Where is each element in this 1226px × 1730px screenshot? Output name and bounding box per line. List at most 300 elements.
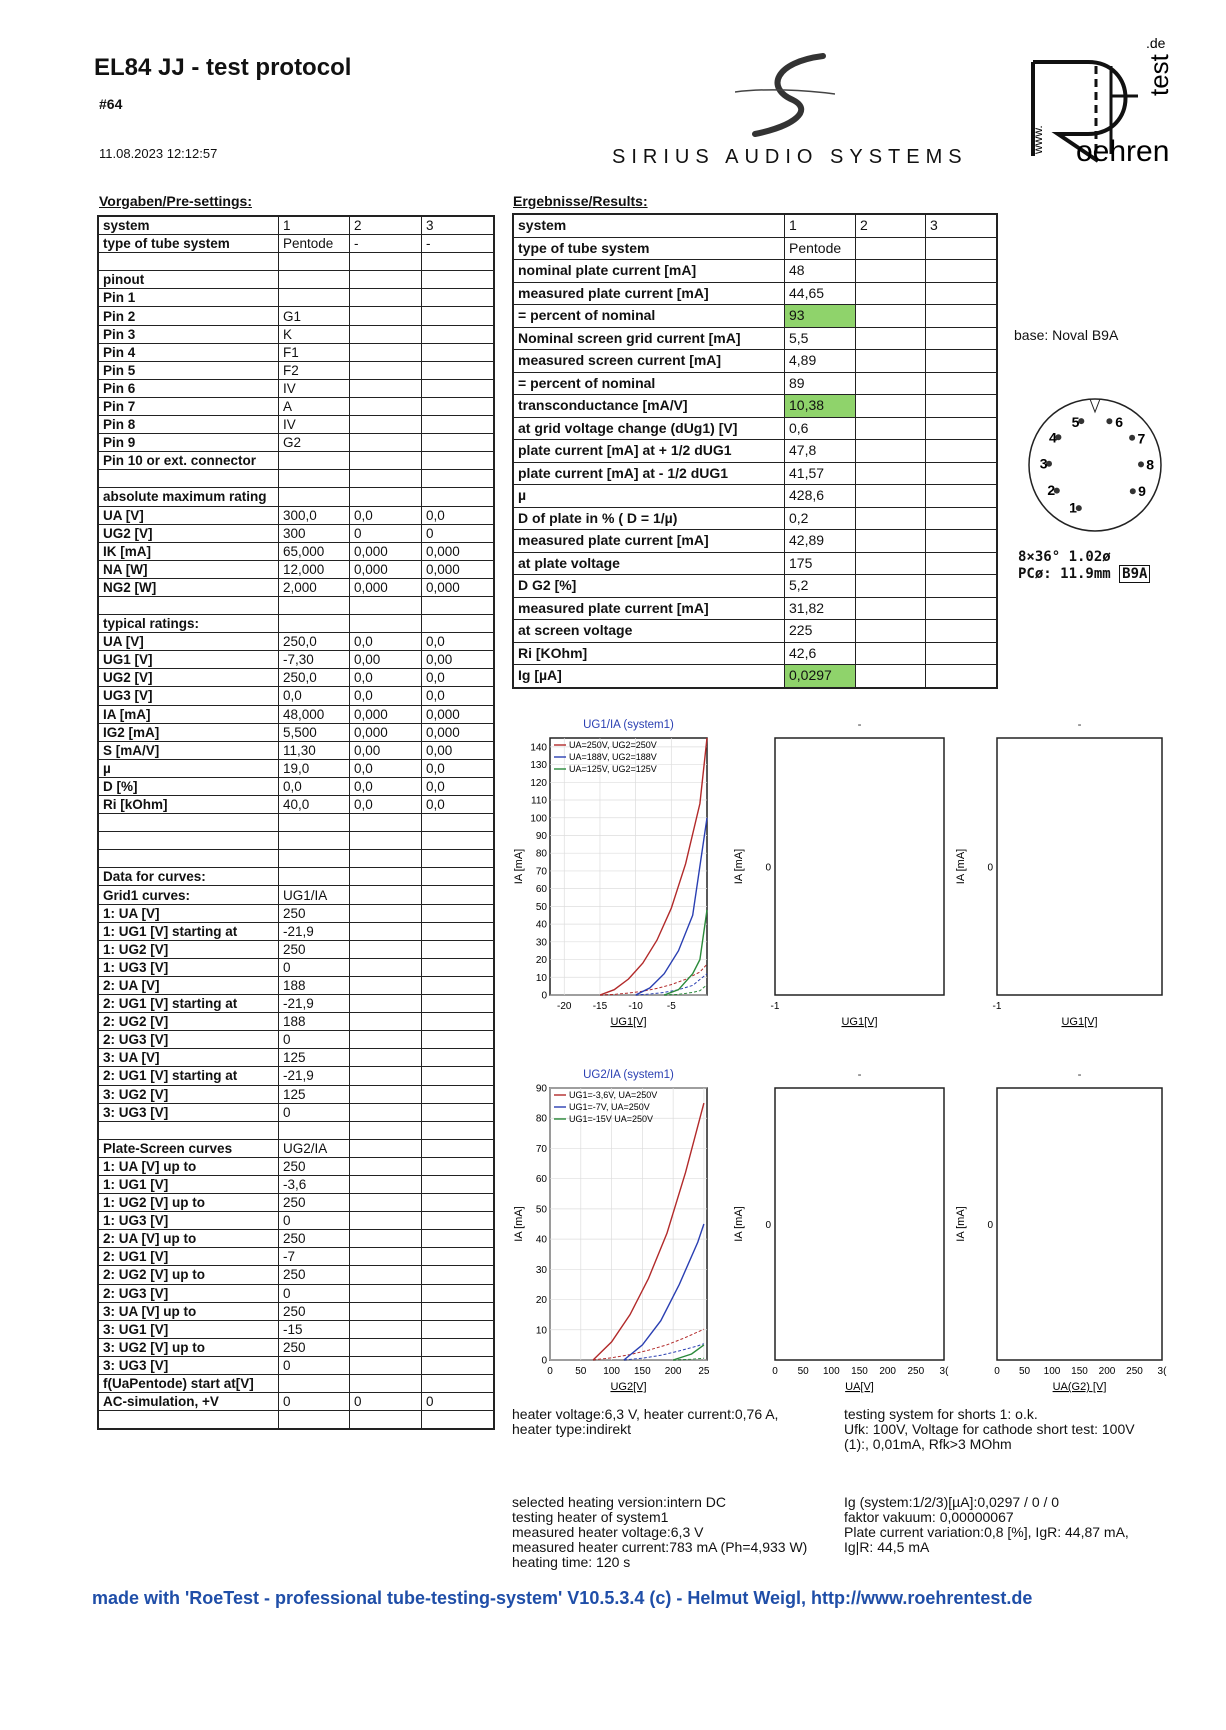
- presettings-cell: UA [V]: [98, 506, 279, 524]
- results-cell: plate current [mA] at + 1/2 dUG1: [513, 440, 785, 463]
- chart-x-tick: 3(: [1157, 1366, 1167, 1377]
- presettings-cell: [422, 1175, 495, 1193]
- presettings-cell: 2: UA [V] up to: [98, 1230, 279, 1248]
- chart-x-tick: 100: [822, 1366, 840, 1377]
- presettings-row: [98, 1375, 494, 1393]
- heating-line-5: heating time: 120 s: [512, 1554, 631, 1570]
- presettings-cell: 250: [279, 1302, 350, 1320]
- results-cell: 2: [856, 214, 926, 237]
- presettings-cell: [422, 271, 495, 289]
- presettings-cell: 0: [279, 1103, 350, 1121]
- presettings-table: [97, 215, 495, 1430]
- chart-x-tick: 150: [851, 1366, 868, 1377]
- heating-line-4: measured heater current:783 mA (Ph=4,933 W): [512, 1539, 808, 1555]
- chart-plot-area: [997, 1088, 1162, 1360]
- vacuum-line-2: faktor vakuum: 0,00000067: [844, 1509, 1014, 1525]
- socket-pin: [1130, 488, 1136, 494]
- presettings-cell: 19,0: [279, 759, 350, 777]
- presettings-cell: [422, 1085, 495, 1103]
- chart-y-tick: 30: [535, 937, 547, 949]
- results-row: [513, 530, 997, 553]
- presettings-cell: [422, 1157, 495, 1175]
- page-title: EL84 JJ - test protocol: [94, 54, 352, 81]
- results-cell: [856, 237, 926, 260]
- presettings-row: [98, 723, 494, 741]
- presettings-cell: [350, 253, 422, 271]
- chart-y-tick: 50: [535, 901, 547, 913]
- presettings-cell: 0: [422, 524, 495, 542]
- results-cell: Nominal screen grid current [mA]: [513, 327, 785, 350]
- results-cell: [926, 372, 998, 395]
- chart-plot-area: [775, 738, 944, 995]
- presettings-cell: [350, 488, 422, 506]
- presettings-row: [98, 1212, 494, 1230]
- results-table: [512, 213, 998, 689]
- results-row: [513, 395, 997, 418]
- results-cell: 3: [926, 214, 998, 237]
- chart-x-tick: 25: [698, 1366, 710, 1377]
- results-title: Ergebnisse/Results:: [513, 193, 648, 209]
- presettings-row: [98, 1175, 494, 1193]
- chart-y-label: IA [mA]: [733, 1206, 745, 1242]
- presettings-row: [98, 777, 494, 795]
- presettings-cell: system: [98, 216, 279, 235]
- presettings-cell: 2: UG2 [V] up to: [98, 1266, 279, 1284]
- results-cell: system: [513, 214, 785, 237]
- presettings-cell: [422, 488, 495, 506]
- presettings-cell: Pentode: [279, 235, 350, 253]
- presettings-cell: [422, 1356, 495, 1374]
- presettings-cell: [422, 850, 495, 868]
- presettings-cell: [422, 868, 495, 886]
- chart-x-tick: 200: [664, 1366, 682, 1377]
- presettings-row: [98, 1411, 494, 1430]
- presettings-row: [98, 506, 494, 524]
- chart-y-tick: 0: [541, 1355, 547, 1367]
- presettings-cell: 2,000: [279, 578, 350, 596]
- presettings-cell: 0,000: [350, 542, 422, 560]
- presettings-cell: [350, 995, 422, 1013]
- vacuum-info: [844, 1495, 1129, 1555]
- chart-y-label: IA [mA]: [955, 1206, 967, 1242]
- presettings-cell: [350, 886, 422, 904]
- chart-x-label: UG1[V]: [841, 1016, 878, 1028]
- presettings-cell: UG3 [V]: [98, 687, 279, 705]
- results-cell: [856, 440, 926, 463]
- vacuum-line-4: Ig|R: 44,5 mA: [844, 1539, 930, 1555]
- presettings-cell: [422, 452, 495, 470]
- results-cell: 48: [785, 260, 856, 283]
- presettings-cell: Pin 3: [98, 325, 279, 343]
- presettings-cell: Data for curves:: [98, 868, 279, 886]
- presettings-cell: 2: UG1 [V] starting at: [98, 1067, 279, 1085]
- presettings-cell: Pin 2: [98, 307, 279, 325]
- footer-credit: made with 'RoeTest - professional tube-testing-system' V10.5.3.4 (c) - Helmut Weigl, http://www.roehrentest.de: [92, 1588, 1033, 1608]
- presettings-cell: [350, 1085, 422, 1103]
- presettings-cell: UA [V]: [98, 633, 279, 651]
- results-cell: [926, 237, 998, 260]
- presettings-cell: [350, 1103, 422, 1121]
- presettings-row: [98, 687, 494, 705]
- presettings-cell: 3: UA [V]: [98, 1049, 279, 1067]
- presettings-row: [98, 759, 494, 777]
- presettings-cell: [350, 868, 422, 886]
- presettings-cell: [422, 1248, 495, 1266]
- presettings-cell: [350, 1121, 422, 1139]
- presettings-cell: UG2 [V]: [98, 669, 279, 687]
- results-cell: plate current [mA] at - 1/2 dUG1: [513, 462, 785, 485]
- presettings-title: Vorgaben/Pre-settings:: [99, 193, 252, 209]
- presettings-cell: [350, 434, 422, 452]
- presettings-cell: [422, 1067, 495, 1085]
- shorts-line-3: (1):, 0,01mA, Rfk>3 MOhm: [844, 1436, 1012, 1452]
- presettings-cell: [279, 488, 350, 506]
- presettings-row: [98, 995, 494, 1013]
- presettings-row: [98, 560, 494, 578]
- presettings-cell: [98, 832, 279, 850]
- presettings-row: [98, 1393, 494, 1411]
- chart-y-tick: 140: [530, 742, 547, 754]
- chart-x-tick: 100: [1043, 1366, 1061, 1377]
- presettings-cell: 0,0: [350, 633, 422, 651]
- presettings-cell: UG2/IA: [279, 1139, 350, 1157]
- presettings-cell: AC-simulation, +V: [98, 1393, 279, 1411]
- presettings-cell: 2: UA [V]: [98, 976, 279, 994]
- chart-x-tick: -10: [628, 1001, 643, 1012]
- socket-pin: [1138, 461, 1144, 467]
- presettings-row: [98, 289, 494, 307]
- presettings-cell: [350, 1248, 422, 1266]
- presettings-cell: 250: [279, 1194, 350, 1212]
- presettings-cell: [422, 1266, 495, 1284]
- presettings-row: [98, 1049, 494, 1067]
- chart-series-dashed: [600, 964, 707, 995]
- results-cell: 4,89: [785, 350, 856, 373]
- results-cell: 89: [785, 372, 856, 395]
- presettings-cell: [422, 1302, 495, 1320]
- presettings-cell: 3: UG1 [V]: [98, 1320, 279, 1338]
- results-row: [513, 642, 997, 665]
- presettings-row: [98, 868, 494, 886]
- chart-plot-area: [775, 1088, 944, 1360]
- presettings-cell: [350, 1067, 422, 1085]
- results-cell: measured plate current [mA]: [513, 282, 785, 305]
- presettings-cell: [350, 850, 422, 868]
- presettings-cell: 0,000: [422, 723, 495, 741]
- presettings-cell: [279, 1411, 350, 1430]
- presettings-cell: 0,00: [422, 651, 495, 669]
- presettings-cell: [422, 1121, 495, 1139]
- presettings-cell: [422, 1320, 495, 1338]
- presettings-cell: Pin 4: [98, 343, 279, 361]
- presettings-cell: [422, 1411, 495, 1430]
- chart-x-tick: -1: [770, 1001, 780, 1012]
- results-cell: [926, 260, 998, 283]
- presettings-cell: [98, 1121, 279, 1139]
- presettings-row: [98, 343, 494, 361]
- socket-spec: [1018, 549, 1150, 583]
- presettings-cell: 125: [279, 1085, 350, 1103]
- presettings-cell: [350, 343, 422, 361]
- chart-y-tick: 0: [987, 1220, 993, 1231]
- results-cell: at plate voltage: [513, 552, 785, 575]
- presettings-cell: 1: UG1 [V]: [98, 1175, 279, 1193]
- serial-number: #64: [99, 96, 123, 112]
- presettings-cell: [350, 307, 422, 325]
- presettings-cell: Pin 5: [98, 361, 279, 379]
- chart-x-tick: 200: [879, 1366, 897, 1377]
- presettings-cell: 2: UG1 [V] starting at: [98, 995, 279, 1013]
- presettings-cell: 2: [350, 216, 422, 235]
- chart-y-tick: 40: [535, 919, 547, 931]
- presettings-cell: [350, 958, 422, 976]
- presettings-cell: [350, 1266, 422, 1284]
- presettings-cell: [422, 1375, 495, 1393]
- noval-socket-diagram: [1015, 390, 1175, 540]
- results-cell: [856, 485, 926, 508]
- presettings-cell: [279, 596, 350, 614]
- chart-x-tick: -1: [992, 1001, 1002, 1012]
- heater-line-2: heater type:indirekt: [512, 1421, 632, 1437]
- presettings-row: [98, 235, 494, 253]
- presettings-row: [98, 1266, 494, 1284]
- presettings-cell: IK [mA]: [98, 542, 279, 560]
- chart-x-tick: -5: [666, 1001, 676, 1012]
- presettings-row: [98, 633, 494, 651]
- presettings-cell: 1: UG2 [V]: [98, 940, 279, 958]
- presettings-row: [98, 361, 494, 379]
- presettings-cell: [350, 397, 422, 415]
- presettings-cell: [422, 307, 495, 325]
- presettings-row: [98, 796, 494, 814]
- presettings-cell: [350, 1013, 422, 1031]
- results-cell: [856, 327, 926, 350]
- presettings-cell: 0: [279, 1393, 350, 1411]
- presettings-cell: 11,30: [279, 741, 350, 759]
- presettings-cell: µ: [98, 759, 279, 777]
- presettings-cell: -: [422, 235, 495, 253]
- results-cell: [926, 597, 998, 620]
- presettings-cell: [422, 940, 495, 958]
- sirius-swoosh-logo: [735, 48, 835, 138]
- presettings-cell: 5,500: [279, 723, 350, 741]
- presettings-cell: NA [W]: [98, 560, 279, 578]
- presettings-cell: 0: [279, 1212, 350, 1230]
- presettings-cell: -3,6: [279, 1175, 350, 1193]
- logo-www-text: www.: [1031, 125, 1045, 154]
- chart-y-label: IA [mA]: [513, 848, 525, 885]
- results-row: [513, 282, 997, 305]
- presettings-cell: 3: [422, 216, 495, 235]
- presettings-row: [98, 741, 494, 759]
- presettings-cell: 48,000: [279, 705, 350, 723]
- presettings-cell: [422, 343, 495, 361]
- presettings-cell: [350, 1175, 422, 1193]
- results-row: [513, 260, 997, 283]
- presettings-cell: 188: [279, 976, 350, 994]
- presettings-cell: [422, 1031, 495, 1049]
- presettings-row: [98, 651, 494, 669]
- presettings-cell: 0: [422, 1393, 495, 1411]
- results-cell: 42,89: [785, 530, 856, 553]
- results-row: [513, 305, 997, 328]
- heater-info: [512, 1407, 778, 1437]
- chart-y-tick: 30: [535, 1264, 547, 1276]
- chart-title: -: [1077, 719, 1082, 731]
- chart-x-tick: 50: [1018, 1366, 1031, 1377]
- presettings-cell: [422, 1013, 495, 1031]
- presettings-cell: D [%]: [98, 777, 279, 795]
- results-cell: [926, 552, 998, 575]
- chart-series-line: [624, 1224, 704, 1360]
- presettings-cell: K: [279, 325, 350, 343]
- results-cell: [856, 372, 926, 395]
- presettings-row: [98, 470, 494, 488]
- chart-x-tick: 250: [907, 1366, 925, 1377]
- chart-legend-label: UA=250V, UG2=250V: [569, 740, 657, 750]
- presettings-cell: [422, 434, 495, 452]
- presettings-cell: [350, 289, 422, 307]
- results-cell: 428,6: [785, 485, 856, 508]
- presettings-cell: [422, 253, 495, 271]
- presettings-cell: Pin 1: [98, 289, 279, 307]
- presettings-row: [98, 1284, 494, 1302]
- results-cell: measured plate current [mA]: [513, 530, 785, 553]
- chart-legend-label: UG1=-15V UA=250V: [569, 1114, 654, 1124]
- presettings-row: [98, 669, 494, 687]
- presettings-cell: -: [350, 235, 422, 253]
- heating-line-1: selected heating version:intern DC: [512, 1494, 727, 1510]
- results-cell: at grid voltage change (dUg1) [V]: [513, 417, 785, 440]
- presettings-cell: [422, 832, 495, 850]
- heating-line-3: measured heater voltage:6,3 V: [512, 1524, 704, 1540]
- results-cell: [926, 417, 998, 440]
- results-cell: [856, 530, 926, 553]
- presettings-cell: 0: [350, 524, 422, 542]
- presettings-row: [98, 1067, 494, 1085]
- shorts-line-1: testing system for shorts 1: o.k.: [844, 1406, 1038, 1422]
- presettings-cell: [422, 904, 495, 922]
- presettings-row: [98, 1121, 494, 1139]
- presettings-cell: [98, 850, 279, 868]
- presettings-cell: 0,0: [350, 506, 422, 524]
- results-cell: = percent of nominal: [513, 305, 785, 328]
- presettings-cell: [279, 832, 350, 850]
- presettings-row: [98, 976, 494, 994]
- presettings-cell: [350, 1302, 422, 1320]
- presettings-cell: 3: UG3 [V]: [98, 1356, 279, 1374]
- presettings-cell: 250: [279, 904, 350, 922]
- results-cell: type of tube system: [513, 237, 785, 260]
- presettings-cell: [279, 1375, 350, 1393]
- presettings-cell: 0,0: [350, 759, 422, 777]
- test-datetime: 11.08.2023 12:12:57: [99, 146, 218, 161]
- presettings-cell: [350, 1194, 422, 1212]
- presettings-cell: -21,9: [279, 995, 350, 1013]
- presettings-row: [98, 1194, 494, 1212]
- chart-y-tick: 110: [531, 795, 547, 807]
- results-row: [513, 237, 997, 260]
- results-cell: 47,8: [785, 440, 856, 463]
- base-label: base: Noval B9A: [1014, 327, 1119, 343]
- chart-x-tick: 150: [634, 1366, 651, 1377]
- brand-text: SIRIUS AUDIO SYSTEMS: [612, 146, 968, 168]
- results-cell: Ri [KOhm]: [513, 642, 785, 665]
- presettings-row: [98, 1157, 494, 1175]
- presettings-cell: [98, 596, 279, 614]
- presettings-cell: 3: UA [V] up to: [98, 1302, 279, 1320]
- results-cell: [856, 350, 926, 373]
- presettings-cell: [422, 958, 495, 976]
- results-cell: [926, 327, 998, 350]
- chart-y-tick: 40: [535, 1234, 547, 1246]
- results-cell: 31,82: [785, 597, 856, 620]
- presettings-row: [98, 397, 494, 415]
- socket-pin-label: 5: [1071, 413, 1080, 430]
- chart-x-label: UG1[V]: [610, 1016, 647, 1028]
- presettings-cell: [350, 1031, 422, 1049]
- presettings-cell: 0,000: [350, 578, 422, 596]
- presettings-cell: 0,00: [422, 741, 495, 759]
- presettings-cell: -21,9: [279, 922, 350, 940]
- presettings-cell: [422, 1284, 495, 1302]
- presettings-cell: 250: [279, 940, 350, 958]
- presettings-row: [98, 1031, 494, 1049]
- presettings-cell: [279, 850, 350, 868]
- socket-pin-label: 8: [1146, 456, 1154, 473]
- presettings-cell: [279, 271, 350, 289]
- chart-x-tick: -15: [592, 1001, 608, 1012]
- chart-x-tick: 100: [603, 1366, 620, 1377]
- chart-legend-label: UG1=-3,6V, UA=250V: [569, 1090, 658, 1100]
- presettings-cell: Pin 7: [98, 397, 279, 415]
- results-cell: nominal plate current [mA]: [513, 260, 785, 283]
- results-cell: measured plate current [mA]: [513, 597, 785, 620]
- presettings-cell: [350, 271, 422, 289]
- socket-pin-label: 3: [1039, 455, 1048, 472]
- presettings-cell: 125: [279, 1049, 350, 1067]
- results-cell: [926, 642, 998, 665]
- presettings-cell: 0,0: [422, 506, 495, 524]
- logo-tld-text: .de: [1146, 36, 1166, 51]
- presettings-cell: 0: [279, 1284, 350, 1302]
- results-cell: [926, 485, 998, 508]
- presettings-cell: 188: [279, 1013, 350, 1031]
- chart-x-tick: 3(: [939, 1366, 949, 1377]
- chart-x-label: UA(G2) [V]: [1052, 1381, 1107, 1393]
- socket-pin-label: 2: [1047, 482, 1056, 499]
- presettings-cell: 12,000: [279, 560, 350, 578]
- presettings-cell: [422, 995, 495, 1013]
- presettings-cell: [422, 379, 495, 397]
- results-cell: at screen voltage: [513, 620, 785, 643]
- presettings-cell: [350, 452, 422, 470]
- presettings-cell: Plate-Screen curves: [98, 1139, 279, 1157]
- chart-y-tick: 130: [530, 760, 547, 772]
- presettings-cell: 0,0: [422, 669, 495, 687]
- presettings-cell: [350, 1157, 422, 1175]
- chart-y-tick: 60: [535, 884, 547, 896]
- presettings-cell: 2: UG1 [V]: [98, 1248, 279, 1266]
- results-row: [513, 440, 997, 463]
- chart-y-tick: 70: [535, 866, 547, 878]
- presettings-row: [98, 1356, 494, 1374]
- presettings-cell: [279, 1121, 350, 1139]
- presettings-cell: [422, 922, 495, 940]
- results-cell: [926, 305, 998, 328]
- presettings-cell: [422, 397, 495, 415]
- presettings-cell: Pin 9: [98, 434, 279, 452]
